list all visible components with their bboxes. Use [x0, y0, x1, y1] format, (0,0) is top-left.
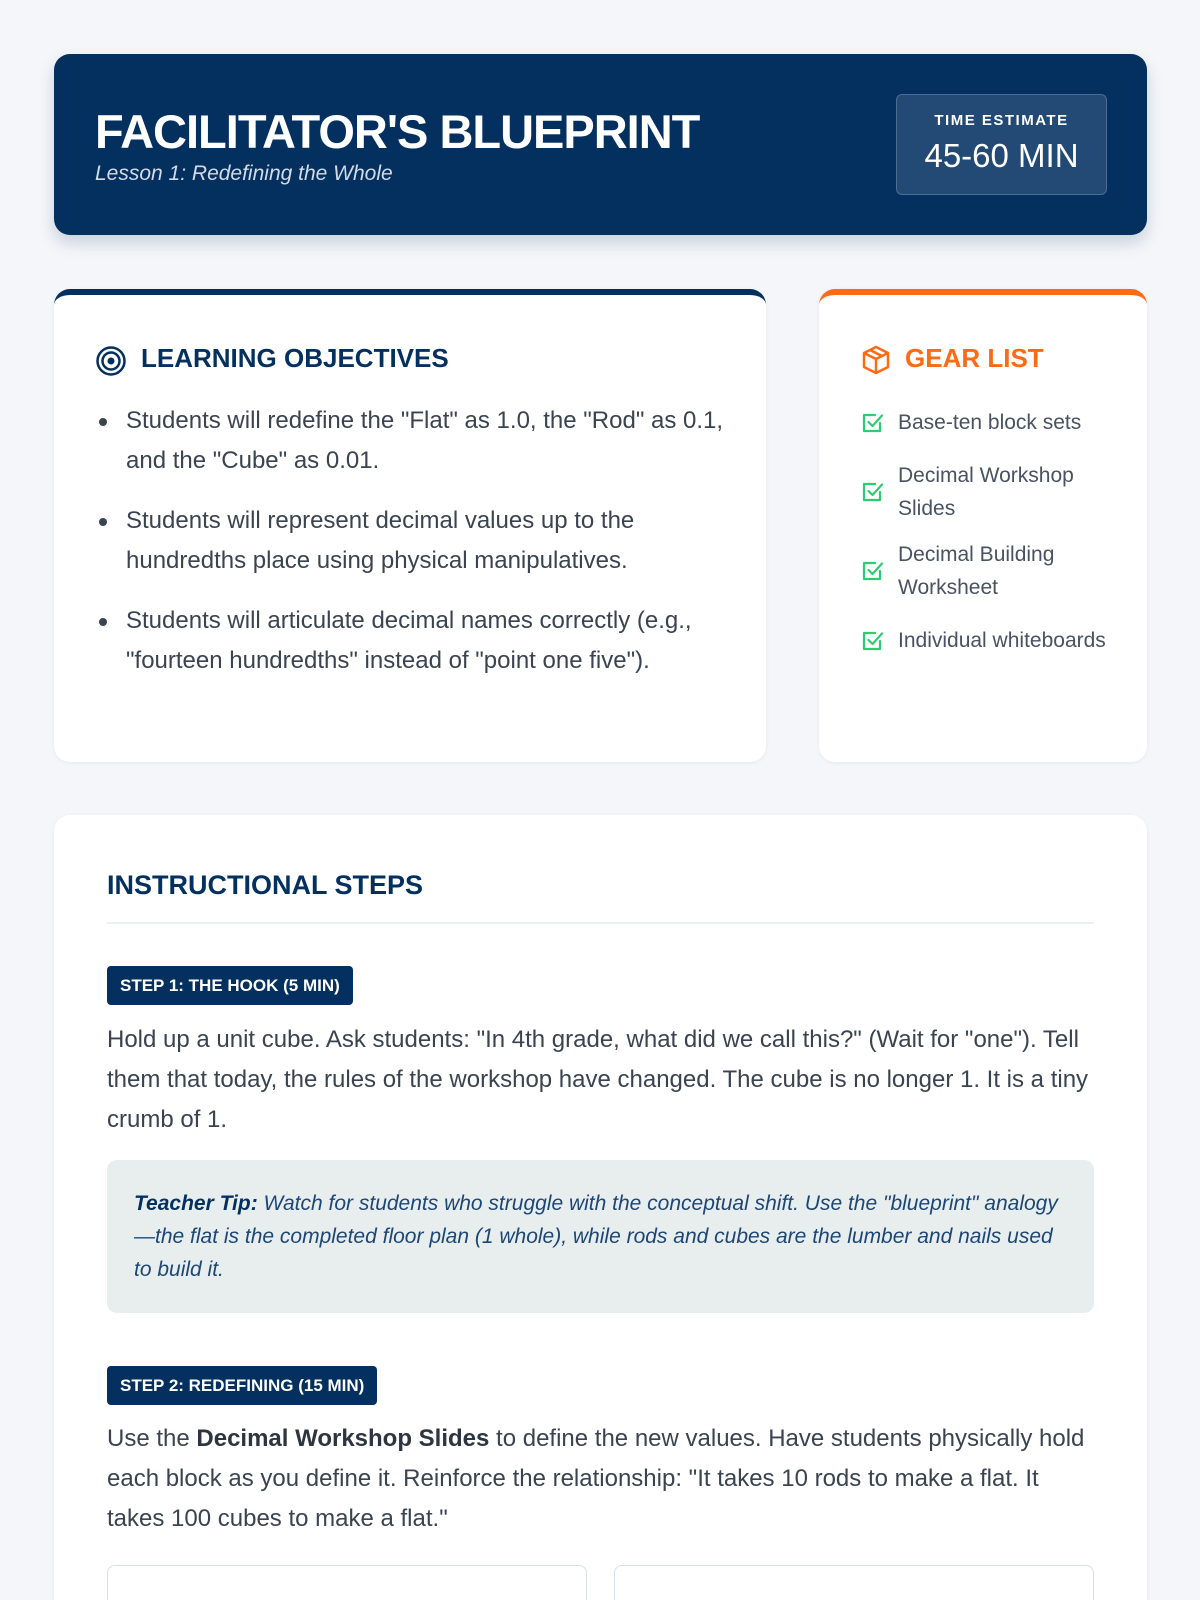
step-1-badge: STEP 1: THE HOOK (5 MIN): [107, 966, 353, 1005]
gear-list-card: [819, 289, 1147, 762]
objective-item: Students will articulate decimal names correctly (e.g., "fourteen hundredths" instead of "point one five").: [126, 601, 726, 681]
instructional-steps-heading: INSTRUCTIONAL STEPS: [107, 870, 424, 900]
step-2-text-end: to define the new values. Have students physically hold each block as you define it. Reinforce the relationship: "It takes 10 rods to make a flat. It takes 100 cubes to make a flat.": [107, 1425, 1085, 1532]
check-square-icon: [860, 479, 886, 505]
target-icon: [95, 345, 127, 377]
block-card-left: [107, 1565, 587, 1600]
gear-item-label: Decimal Workshop Slides: [898, 464, 1074, 520]
objective-item: Students will represent decimal values up to the hundredths place using physical manipulatives.: [126, 501, 726, 581]
time-estimate-box: [896, 94, 1107, 195]
step-2-text-start: Use the: [107, 1425, 197, 1452]
check-square-icon: [860, 628, 886, 654]
gear-item-label: Individual whiteboards: [898, 629, 1106, 652]
check-square-icon: [860, 410, 886, 436]
gear-item: [860, 399, 1120, 446]
step-2-text-bold: Decimal Workshop Slides: [196, 1425, 490, 1452]
instructional-steps-card: [54, 815, 1147, 1600]
page-title: FACILITATOR'S BLUEPRINT: [95, 105, 700, 158]
objective-item: Students will redefine the "Flat" as 1.0, the "Rod" as 0.1, and the "Cube" as 0.01.: [126, 401, 726, 481]
gear-list: [860, 399, 1120, 677]
blueprint-header: [54, 54, 1147, 235]
gear-list-heading: GEAR LIST: [905, 343, 1044, 373]
teacher-tip-box: [107, 1160, 1094, 1313]
step-2-text: [107, 1419, 1097, 1539]
teacher-tip-label: Teacher Tip:: [134, 1192, 258, 1215]
check-square-icon: [860, 558, 886, 584]
lesson-subtitle: Lesson 1: Redefining the Whole: [95, 162, 393, 185]
package-icon: [860, 344, 892, 376]
gear-item-label: Base-ten block sets: [898, 411, 1082, 434]
step-1-text: Hold up a unit cube. Ask students: "In 4th grade, what did we call this?" (Wait for "one"). Tell them that today, the rules of the workshop have changed. The cube is no longer 1. It is a tiny crumb of 1.: [107, 1026, 1089, 1133]
objectives-list: [126, 401, 726, 701]
block-card-right: [614, 1565, 1094, 1600]
step-2-badge: STEP 2: REDEFINING (15 MIN): [107, 1366, 377, 1405]
section-divider: [107, 922, 1094, 924]
time-estimate-value: 45-60 MIN: [924, 137, 1079, 174]
learning-objectives-card: [54, 289, 766, 762]
teacher-tip-text: Watch for students who struggle with the conceptual shift. Use the "blueprint" analogy—the flat is the completed floor plan (1 whole), while rods and cubes are the lumber and nails used to build it.: [134, 1192, 1058, 1281]
gear-item: [860, 617, 1120, 664]
time-estimate-label: TIME ESTIMATE: [934, 112, 1069, 129]
gear-item: [860, 459, 1120, 525]
gear-item: [860, 538, 1120, 604]
gear-item-label: Decimal Building Worksheet: [898, 543, 1055, 599]
learning-objectives-heading: LEARNING OBJECTIVES: [141, 343, 449, 373]
